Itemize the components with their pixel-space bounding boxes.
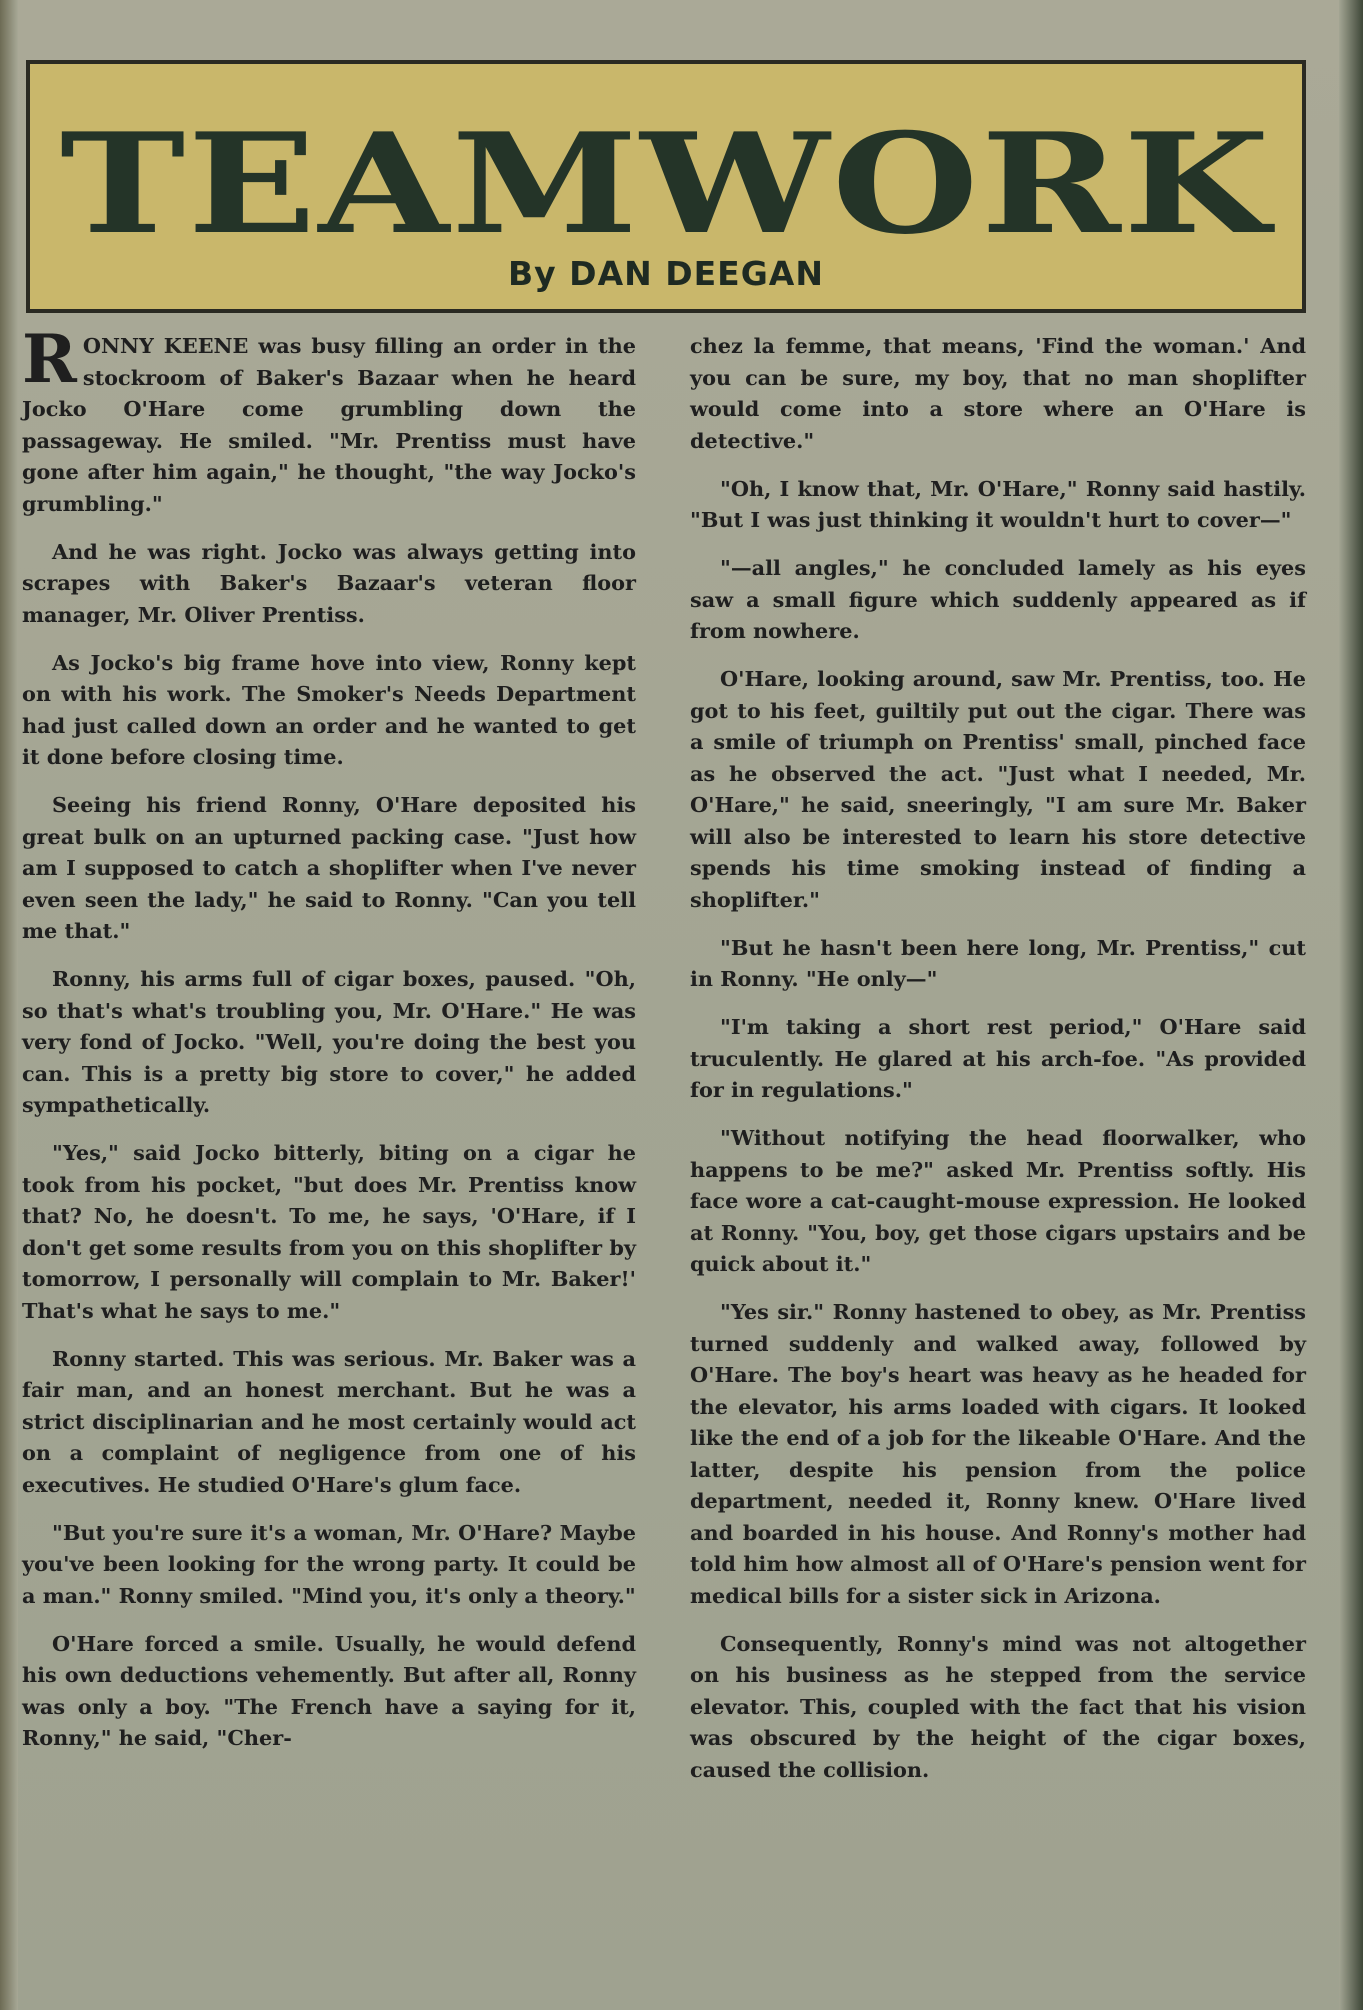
paragraph: "Without notifying the head floorwalker, who happens to be me?" asked Mr. Prentiss softly. His face wore a cat-caught-mouse expression. He looked at Ronny. "You, boy, get those cigars upstairs and be quick about it." <box>690 1125 1306 1276</box>
paragraph: And he was right. Jocko was always getting into scrapes with Baker's Bazaar's veteran floor manager, Mr. Oliver Prentiss. <box>22 538 636 627</box>
paragraph: O'Hare, looking around, saw Mr. Prentiss, too. He got to his feet, guiltily put out the cigar. There was a smile of triumph on Prentiss' small, pinched face as he observed the act. "Just what I needed, Mr. O'Hare," he said, sneeringly, "I am sure Mr. Baker will also be interested to learn his store detective spends his time smoking instead of finding a shoplifter." <box>690 666 1306 912</box>
paragraph: chez la femme, that means, 'Find the woman.' And you can be sure, my boy, that no man shoplifter would come into a store where an O'Hare is detective." <box>690 333 1306 453</box>
paragraph: "Yes sir." Ronny hastened to obey, as Mr. Prentiss turned suddenly and walked away, followed by O'Hare. The boy's heart was heavy as he headed for the elevator, his arms loaded with cigars. It looked like the end of a job for the likeable O'Hare. And the latter, despite his pension from the police department, needed it, Ronny knew. O'Hare lived and boarded in his house. And Ronny's mother had told him how almost all of O'Hare's pension went for medical bills for a sister sick in Arizona. <box>690 1299 1306 1608</box>
paragraph: As Jocko's big frame hove into view, Ronny kept on with his work. The Smoker's Needs Department had just called down an order and he wanted to get it done before closing time. <box>22 649 636 769</box>
paragraph: Ronny started. This was serious. Mr. Baker was a fair man, and an honest merchant. But he was a strict disciplinarian and he most certainly would act on a complaint of negligence from one of his executives. He studied O'Hare's glum face. <box>22 1345 636 1497</box>
drop-cap: R <box>22 320 77 398</box>
paragraph: O'Hare forced a smile. Usually, he would defend his own deductions vehemently. But after all, Ronny was only a boy. "The French have a saying for it, Ronny," he said, "Cher- <box>22 1630 636 1750</box>
paragraph: Consequently, Ronny's mind was not altogether on his business as he stepped from the service elevator. This, coupled with the fact that his vision was obscured by the height of the cigar boxes, caused the collision. <box>690 1630 1306 1782</box>
story-byline: By DAN DEEGAN <box>508 254 824 293</box>
title-banner <box>26 60 1306 313</box>
left-column <box>22 320 636 1770</box>
story-title: TEAMWORK <box>59 102 1273 265</box>
paragraph-text: ONNY KEENE was busy filling an order in the stockroom of Baker's Bazaar when he heard Jocko O'Hare come grumbling down the passageway. He smiled. "Mr. Prentiss must have gone after him again," he thought, "the way Jocko's grumbling." <box>22 333 636 516</box>
paragraph: Ronny, his arms full of cigar boxes, paused. "Oh, so that's what's troubling you, Mr. O'Hare." He was very fond of Jocko. "Well, you're doing the best you can. This is a pretty big store to cover," he added sympathetically. <box>22 966 636 1117</box>
paragraph: "But you're sure it's a woman, Mr. O'Hare? Maybe you've been looking for the wrong party. It could be a man." Ronny smiled. "Mind you, it's only a theory." <box>22 1519 636 1608</box>
right-column <box>690 330 1306 1802</box>
paragraph: "I'm taking a short rest period," O'Hare said truculently. He glared at his arch-foe. "As provided for in regulations." <box>690 1014 1306 1102</box>
paragraph: "But he hasn't been here long, Mr. Prentiss," cut in Ronny. "He only—" <box>690 934 1306 991</box>
paragraph: "Yes," said Jocko bitterly, biting on a cigar he took from his pocket, "but does Mr. Prentiss know that? No, he doesn't. To me, he says, 'O'Hare, if I don't get some results from you on this shoplifter by tomorrow, I personally will complain to Mr. Baker!' That's what he says to me." <box>22 1140 636 1323</box>
paragraph <box>22 320 636 519</box>
paragraph: "—all angles," he concluded lamely as his eyes saw a small figure which suddenly appeared as if from nowhere. <box>690 555 1306 643</box>
paragraph: "Oh, I know that, Mr. O'Hare," Ronny said hastily. "But I was just thinking it wouldn't hurt to cover—" <box>690 475 1306 532</box>
paragraph: Seeing his friend Ronny, O'Hare deposited his great bulk on an upturned packing case. "Just how am I supposed to catch a shoplifter when I've never even seen the lady," he said to Ronny. "Can you tell me that." <box>22 792 636 943</box>
